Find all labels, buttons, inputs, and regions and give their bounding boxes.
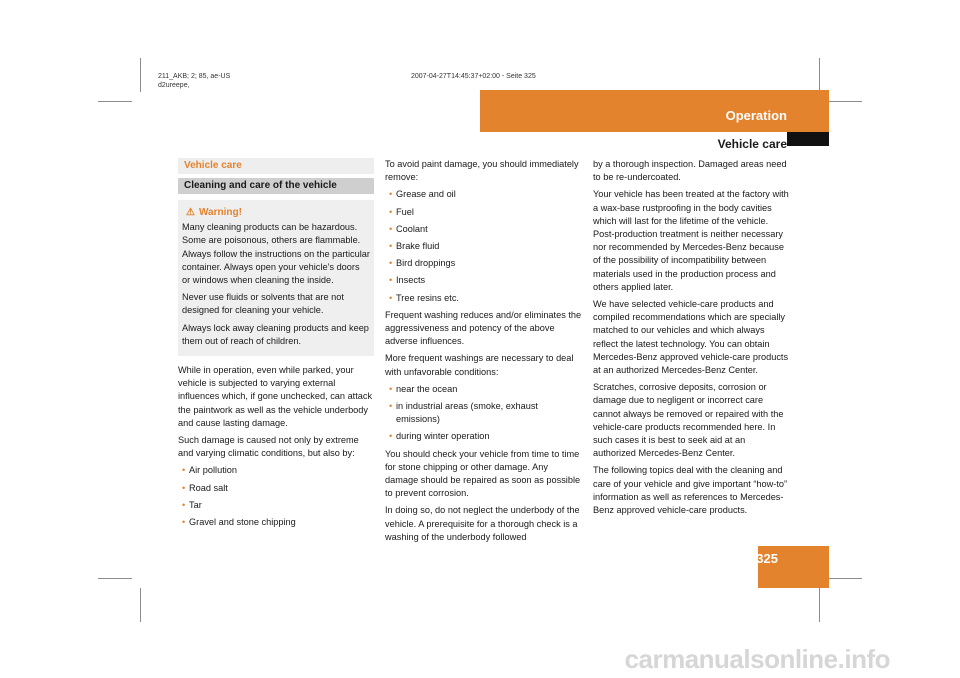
crop-mark — [140, 588, 141, 622]
body-paragraph: The following topics deal with the cleaning and care of your vehicle and give important “how-to” information as well as references to Mercedes-Benz approved vehicle-care products. — [593, 465, 788, 516]
body-paragraph: In doing so, do not neglect the underbody of the vehicle. A prerequisite for a thorough check is a washing of the underbody followed — [385, 505, 580, 542]
print-stamp: 2007-04-27T14:45:37+02:00 - Seite 325 — [411, 73, 536, 80]
warning-icon: ⚠ — [186, 207, 195, 218]
header-subtitle: Vehicle care — [717, 137, 787, 151]
body-paragraph: You should check your vehicle from time to time for stone chipping or other damage. Any damage should be repaired as soon as possible to prevent corrosion. — [385, 448, 581, 499]
header-tab — [787, 132, 829, 146]
list-item: • Fuel — [389, 206, 583, 219]
list-item: • Insects — [389, 274, 583, 287]
crop-mark — [140, 58, 141, 92]
header-title: Operation — [725, 108, 787, 123]
bullet-list — [385, 188, 583, 304]
section-title: Vehicle care — [178, 158, 374, 174]
crop-mark — [828, 101, 862, 102]
crop-mark — [828, 578, 862, 579]
subsection-title: Cleaning and care of the vehicle — [178, 178, 374, 194]
crop-mark — [819, 588, 820, 622]
print-meta — [158, 72, 230, 90]
list-item: • Tar — [182, 499, 374, 512]
body-paragraph: While in operation, even while parked, your vehicle is subjected to varying external influences which, if gone unchecked, can attack the paintwork as well as the vehicle underbody and cause lasting damage. — [178, 365, 373, 428]
body-paragraph: Scratches, corrosive deposits, corrosion or damage due to negligent or incorrect care cannot always be removed or repaired with the vehicle-care products recommended here. In such cases it is best to seek aid at an authorized Mercedes-Benz Center. — [593, 382, 784, 459]
list-item: • during winter operation — [389, 430, 583, 443]
meta-line-1: 211_AKB; 2; 85, ae-US — [158, 73, 231, 80]
warning-heading — [186, 206, 370, 219]
list-item: • Brake fluid — [389, 240, 583, 253]
list-item: • in industrial areas (smoke, exhaust emissions) — [389, 400, 583, 426]
column-2 — [385, 158, 583, 548]
crop-mark — [98, 578, 132, 579]
body-paragraph: More frequent washings are necessary to deal with unfavorable conditions: — [385, 353, 574, 377]
list-item: • Grease and oil — [389, 188, 583, 201]
watermark: carmanualsonline.info — [624, 644, 890, 674]
warning-label: Warning! — [198, 207, 242, 218]
list-item: • Coolant — [389, 223, 583, 236]
column-3 — [593, 158, 789, 521]
body-paragraph: Such damage is caused not only by extreme and varying climatic conditions, but also by: — [178, 435, 359, 459]
column-1 — [178, 158, 374, 533]
bullet-list — [178, 464, 374, 529]
body-paragraph: Your vehicle has been treated at the factory with a wax-base rustproofing in the body cavities which will last for the lifetime of the vehicle. Post-production treatment is neither necessary nor recommended by Mercedes-Benz because of the possibility of incompatibility between materials used in the production process and others applied later. — [593, 189, 789, 292]
list-item: • near the ocean — [389, 383, 583, 396]
bullet-list — [385, 383, 583, 444]
list-item: • Road salt — [182, 482, 374, 495]
body-paragraph: by a thorough inspection. Damaged areas need to be re-undercoated. — [593, 159, 787, 183]
crop-mark — [819, 58, 820, 92]
page-number: 325 — [756, 551, 778, 566]
warning-box — [178, 200, 374, 356]
warning-text: Never use fluids or solvents that are not designed for cleaning your vehicle. — [182, 292, 344, 316]
list-item: • Tree resins etc. — [389, 292, 583, 305]
list-item: • Air pollution — [182, 464, 374, 477]
body-paragraph: To avoid paint damage, you should immediately remove: — [385, 159, 579, 183]
list-item: • Gravel and stone chipping — [182, 516, 374, 529]
crop-mark — [98, 101, 132, 102]
meta-line-2: d2ureepe, — [158, 82, 190, 89]
body-paragraph: Frequent washing reduces and/or eliminates the aggressiveness and potency of the above adverse influences. — [385, 309, 582, 347]
body-paragraph: We have selected vehicle-care products and compiled recommendations which are specially matched to our vehicles and which always reflect the latest technology. You can obtain Mercedes-Benz approved vehicle-care products at an authorized Mercedes-Benz Center. — [593, 299, 789, 376]
warning-text: Always lock away cleaning products and keep them out of reach of children. — [182, 322, 369, 346]
list-item: • Bird droppings — [389, 257, 583, 270]
warning-text: Many cleaning products can be hazardous. Some are poisonous, others are flammable. Always follow the instructions on the particular container. Always open your vehicle’s doors or windows when cleaning the inside. — [182, 222, 370, 286]
